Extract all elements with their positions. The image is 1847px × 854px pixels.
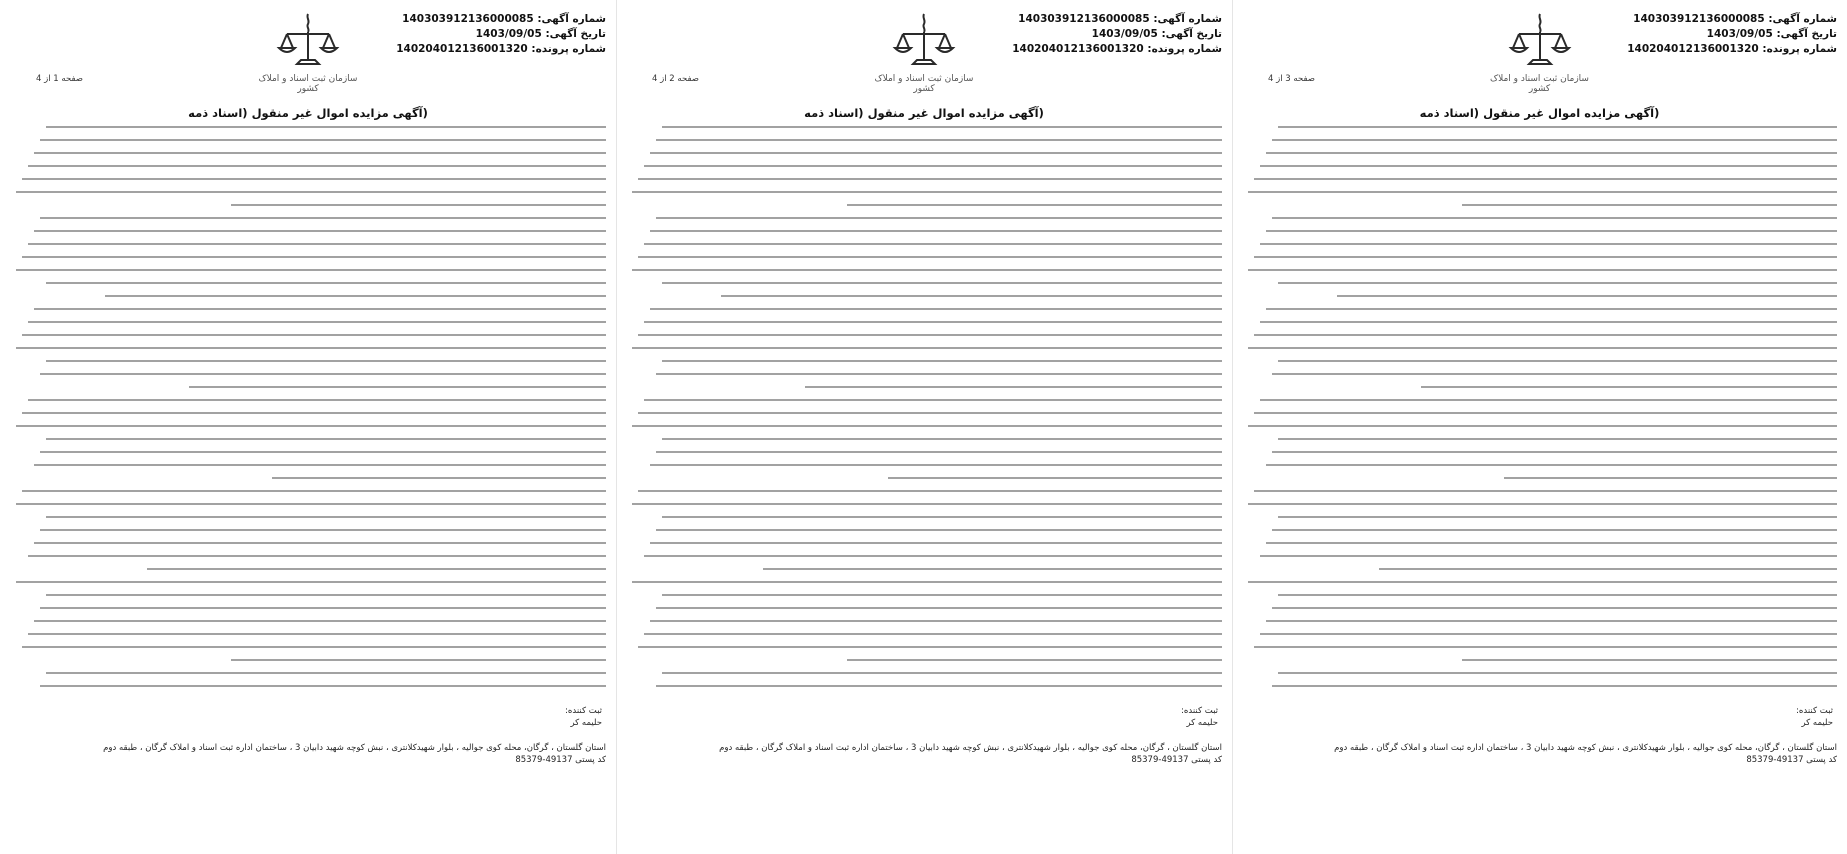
text-line <box>656 685 1222 687</box>
case-label: شماره پرونده: <box>531 43 606 55</box>
signer-name: حلیمه کر <box>1801 718 1833 728</box>
judiciary-scales-emblem-icon <box>864 10 984 96</box>
text-line <box>1266 308 1837 310</box>
page-column-2 <box>616 0 1232 854</box>
text-line <box>650 542 1222 544</box>
text-line <box>272 477 606 479</box>
page-header <box>0 6 616 102</box>
notice-body-text <box>10 126 606 696</box>
text-line <box>22 178 606 180</box>
signer-label: ثبت کننده: <box>1796 706 1833 716</box>
text-line <box>632 191 1222 193</box>
text-line <box>1254 178 1837 180</box>
text-line <box>28 399 606 401</box>
text-line <box>638 412 1222 414</box>
date-label: تاریخ آگهی: <box>545 28 606 40</box>
text-line <box>1266 464 1837 466</box>
page-header <box>616 6 1232 102</box>
text-line <box>16 347 606 349</box>
text-line <box>847 204 1222 206</box>
date-label: تاریخ آگهی: <box>1776 28 1837 40</box>
signer-block <box>565 705 602 729</box>
text-line <box>1248 503 1837 505</box>
footer-address <box>10 742 606 766</box>
text-line <box>1278 126 1837 128</box>
text-line <box>34 464 606 466</box>
text-line <box>40 217 606 219</box>
text-line <box>28 555 606 557</box>
footer-address <box>1242 742 1837 766</box>
footer-address-line: استان گلستان ، گرگان، محله کوی جوالیه ، بلوار شهیدکلانتری ، نبش کوچه شهید دابیان 3 ، ساختمان اداره ثبت اسناد و املاک گرگان ، طبقه دوم <box>103 743 606 753</box>
text-line <box>644 165 1222 167</box>
text-line <box>656 607 1222 609</box>
case-no: 140204012136001320 <box>1012 43 1144 55</box>
text-line <box>632 269 1222 271</box>
text-line <box>1266 152 1837 154</box>
text-line <box>1266 542 1837 544</box>
text-line <box>638 646 1222 648</box>
text-line <box>16 425 606 427</box>
signer-name: حلیمه کر <box>1186 718 1218 728</box>
text-line <box>650 152 1222 154</box>
text-line <box>46 360 606 362</box>
text-line <box>22 490 606 492</box>
notice-date: 1403/09/05 <box>475 28 542 40</box>
notice-no-label: شماره آگهی: <box>1768 13 1837 25</box>
text-line <box>662 594 1222 596</box>
text-line <box>656 451 1222 453</box>
text-line <box>1272 139 1837 141</box>
notice-no-label: شماره آگهی: <box>1153 13 1222 25</box>
page-number: صفحه 1 از 4 <box>36 74 83 84</box>
text-line <box>34 308 606 310</box>
footer-postal-code: کد پستی 49137-85379 <box>515 755 606 765</box>
text-line <box>1504 477 1837 479</box>
text-line <box>1462 204 1837 206</box>
text-line <box>1272 529 1837 531</box>
text-line <box>656 139 1222 141</box>
text-line <box>632 425 1222 427</box>
case-label: شماره پرونده: <box>1147 43 1222 55</box>
text-line <box>656 217 1222 219</box>
case-no: 140204012136001320 <box>396 43 528 55</box>
text-line <box>1272 373 1837 375</box>
footer-postal-code: کد پستی 49137-85379 <box>1746 755 1837 765</box>
notice-title: (آگهی مزایده اموال غیر منقول (اسناد ذمه <box>1419 106 1660 120</box>
text-line <box>1278 594 1837 596</box>
text-line <box>16 191 606 193</box>
text-line <box>16 269 606 271</box>
text-line <box>1260 399 1837 401</box>
text-line <box>662 360 1222 362</box>
text-line <box>650 464 1222 466</box>
text-line <box>644 243 1222 245</box>
text-line <box>40 607 606 609</box>
signer-block <box>1181 705 1218 729</box>
text-line <box>40 529 606 531</box>
text-line <box>22 334 606 336</box>
text-line <box>1278 282 1837 284</box>
notice-date: 1403/09/05 <box>1706 28 1773 40</box>
text-line <box>22 412 606 414</box>
notice-meta <box>1012 12 1222 57</box>
text-line <box>1260 633 1837 635</box>
notice-title: (آگهی مزایده اموال غیر منقول (اسناد ذمه <box>804 106 1044 120</box>
date-label: تاریخ آگهی: <box>1161 28 1222 40</box>
text-line <box>1260 243 1837 245</box>
text-line <box>46 282 606 284</box>
notice-date: 1403/09/05 <box>1091 28 1158 40</box>
text-line <box>763 568 1222 570</box>
judiciary-scales-emblem-icon <box>248 10 368 96</box>
text-line <box>644 321 1222 323</box>
column-divider <box>616 0 617 854</box>
text-line <box>644 555 1222 557</box>
case-label: شماره پرونده: <box>1762 43 1837 55</box>
notice-title: (آگهی مزایده اموال غیر منقول (اسناد ذمه <box>188 106 428 120</box>
text-line <box>656 529 1222 531</box>
notice-no-label: شماره آگهی: <box>537 13 606 25</box>
footer-address-line: استان گلستان ، گرگان، محله کوی جوالیه ، بلوار شهیدکلانتری ، نبش کوچه شهید دابیان 3 ، ساختمان اداره ثبت اسناد و املاک گرگان ، طبقه دوم <box>1334 743 1837 753</box>
text-line <box>1248 269 1837 271</box>
text-line <box>1248 191 1837 193</box>
text-line <box>46 438 606 440</box>
text-line <box>1272 451 1837 453</box>
notice-meta <box>1627 12 1837 57</box>
text-line <box>231 659 606 661</box>
text-line <box>34 152 606 154</box>
text-line <box>46 516 606 518</box>
page-column-1 <box>0 0 616 854</box>
text-line <box>638 334 1222 336</box>
notice-body-text <box>1242 126 1837 696</box>
text-line <box>1254 256 1837 258</box>
page-column-3 <box>1232 0 1847 854</box>
text-line <box>1254 334 1837 336</box>
text-line <box>34 620 606 622</box>
text-line <box>662 516 1222 518</box>
text-line <box>46 594 606 596</box>
text-line <box>638 178 1222 180</box>
text-line <box>147 568 606 570</box>
text-line <box>34 230 606 232</box>
page-header <box>1232 6 1847 102</box>
text-line <box>231 204 606 206</box>
text-line <box>40 685 606 687</box>
footer-address-line: استان گلستان ، گرگان، محله کوی جوالیه ، بلوار شهیدکلانتری ، نبش کوچه شهید دابیان 3 ، ساختمان اداره ثبت اسناد و املاک گرگان ، طبقه دوم <box>719 743 1222 753</box>
signer-label: ثبت کننده: <box>565 706 602 716</box>
text-line <box>16 581 606 583</box>
text-line <box>644 399 1222 401</box>
text-line <box>656 373 1222 375</box>
case-no: 140204012136001320 <box>1627 43 1759 55</box>
text-line <box>1254 412 1837 414</box>
page-number: صفحه 2 از 4 <box>652 74 699 84</box>
text-line <box>1278 438 1837 440</box>
text-line <box>1254 490 1837 492</box>
signer-block <box>1796 705 1833 729</box>
logo-caption: سازمان ثبت اسناد و املاک کشور <box>258 74 358 94</box>
text-line <box>1260 165 1837 167</box>
notice-no: 140303912136000085 <box>402 13 534 25</box>
text-line <box>650 620 1222 622</box>
footer-postal-code: کد پستی 49137-85379 <box>1131 755 1222 765</box>
text-line <box>638 490 1222 492</box>
text-line <box>662 672 1222 674</box>
text-line <box>1266 230 1837 232</box>
column-divider <box>1232 0 1233 854</box>
text-line <box>1248 347 1837 349</box>
text-line <box>1272 607 1837 609</box>
text-line <box>40 373 606 375</box>
text-line <box>1421 386 1838 388</box>
footer-address <box>626 742 1222 766</box>
text-line <box>632 503 1222 505</box>
text-line <box>1260 321 1837 323</box>
notice-meta <box>396 12 606 57</box>
text-line <box>1266 620 1837 622</box>
text-line <box>28 165 606 167</box>
text-line <box>644 633 1222 635</box>
notice-body-text <box>626 126 1222 696</box>
notice-no: 140303912136000085 <box>1018 13 1150 25</box>
text-line <box>34 542 606 544</box>
text-line <box>1254 646 1837 648</box>
notice-no: 140303912136000085 <box>1633 13 1765 25</box>
text-line <box>847 659 1222 661</box>
logo-caption: سازمان ثبت اسناد و املاک کشور <box>1490 74 1589 94</box>
text-line <box>28 243 606 245</box>
text-line <box>40 451 606 453</box>
text-line <box>1379 568 1837 570</box>
text-line <box>662 282 1222 284</box>
logo-caption: سازمان ثبت اسناد و املاک کشور <box>874 74 974 94</box>
page-number: صفحه 3 از 4 <box>1268 74 1315 84</box>
text-line <box>28 633 606 635</box>
text-line <box>22 256 606 258</box>
text-line <box>105 295 606 297</box>
text-line <box>632 581 1222 583</box>
text-line <box>1272 217 1837 219</box>
text-line <box>1337 295 1837 297</box>
signer-label: ثبت کننده: <box>1181 706 1218 716</box>
text-line <box>189 386 606 388</box>
judiciary-scales-emblem-icon <box>1480 10 1600 96</box>
text-line <box>632 347 1222 349</box>
text-line <box>805 386 1222 388</box>
text-line <box>662 438 1222 440</box>
text-line <box>1248 425 1837 427</box>
text-line <box>16 503 606 505</box>
text-line <box>28 321 606 323</box>
text-line <box>888 477 1222 479</box>
text-line <box>1278 672 1837 674</box>
text-line <box>22 646 606 648</box>
text-line <box>650 308 1222 310</box>
text-line <box>46 672 606 674</box>
text-line <box>1272 685 1837 687</box>
text-line <box>1462 659 1837 661</box>
text-line <box>662 126 1222 128</box>
text-line <box>721 295 1222 297</box>
text-line <box>46 126 606 128</box>
text-line <box>1278 516 1837 518</box>
signer-name: حلیمه کر <box>570 718 602 728</box>
text-line <box>1278 360 1837 362</box>
text-line <box>650 230 1222 232</box>
text-line <box>638 256 1222 258</box>
text-line <box>1248 581 1837 583</box>
text-line <box>40 139 606 141</box>
text-line <box>1260 555 1837 557</box>
